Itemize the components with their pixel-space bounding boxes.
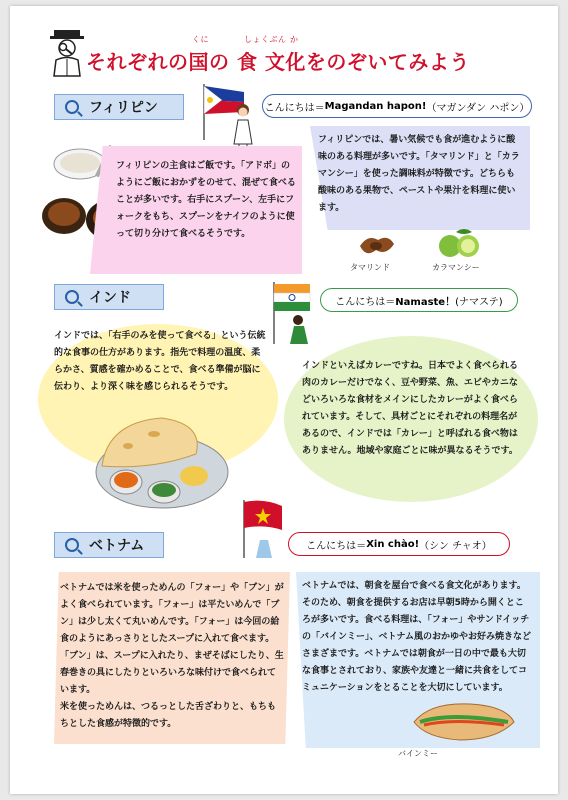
philippines-paragraph-2: フィリピンでは、暑い気候でも食が進むように酸味のある料理が多いです。「タマリンド」と「カラマンシー」を使った調味料が特徴です。どちらも酸味のある果物で、ペーストや果汁を料理に使います。: [318, 135, 520, 213]
worksheet-page: [10, 6, 558, 794]
page-title: それぞれの国の 食 文化をのぞいてみよう くに しょくぶん か: [86, 35, 470, 74]
india-paragraph-1: インドでは、「右手のみを使って食べる」という伝統的な食事の仕方があります。指先で料理の温度、柔らかさ、質感を確かめることで、食べる準備が脳に伝わり、より深く味を感じられるそうです。: [54, 331, 266, 392]
detective-icon: [48, 28, 88, 78]
greeting-bubble-india: こんにちは＝ Namaste！ (ナマステ): [320, 288, 518, 312]
banh-mi-illustration: [410, 698, 518, 746]
caption-tamarind: タマリンド: [350, 263, 390, 272]
magnifier-icon: [65, 538, 79, 552]
magnifier-icon: [65, 100, 79, 114]
calamansi-illustration: [434, 226, 484, 260]
vietnam-paragraph-1b: 米を使っためんは、つるっとした舌ざわりと、もちもちとした食感が特徴的です。: [60, 702, 277, 729]
india-flag-icon: [270, 280, 318, 346]
child-philippines-illustration: [230, 102, 256, 152]
ruby-ka: か: [290, 35, 299, 44]
vietnam-flag-icon: [236, 496, 292, 560]
tab-vietnam: ベトナム: [54, 532, 164, 558]
vietnam-paragraph-2: ベトナムでは、朝食を屋台で食べる食文化があります。そのため、朝食を提供するお店は早朝5時から開くところが多いです。食べる料理は、「フォー」やサンドイッチの「バインミー」、ベトナム風のおかゆやお好み焼きなどさまざまです。ベトナムでは朝食が一日の中で最も大切な食事とされており、家族や友達と一緒に共食をしてコミュニケーションをとることを大切にしています。: [302, 581, 532, 693]
tamarind-illustration: [356, 230, 396, 260]
vietnam-paragraph-1: ベトナムでは米を使っためんの「フォー」や「ブン」がよく食べられています。「フォー」は平たいめんで「ブン」は少し太くて丸いめんです。「フォー」は今回の給食のようにあっさりとしたスープに入れて食べます。「ブン」は、スープに入れたり、まぜそばにしたり、生春巻きの具にしたりといろいろな味付けで食べられています。: [60, 583, 284, 695]
magnifier-icon: [65, 290, 79, 304]
india-paragraph-2: インドといえばカレーですね。日本でよく食べられる肉のカレーだけでなく、豆や野菜、魚、エビやカニなどいろいろな食材をメインにしたカレーがよく食べられています。そして、具材ごとにそれぞれの料理名があるので、インドでは「カレー」と呼ばれる食べ物はありません。地域や家庭ごとに味が異なるそうです。: [302, 361, 519, 456]
tab-india: インド: [54, 284, 164, 310]
ruby-kuni: くに: [192, 35, 209, 44]
caption-calamansi: カラマンシー: [432, 263, 480, 272]
curry-naan-illustration: [82, 410, 232, 514]
greeting-bubble-vietnam: こんにちは＝ Xin chào! （シン チャオ）: [288, 532, 510, 556]
greeting-bubble-philippines: こんにちは＝ Magandan hapon! （マガンダン ハポン）: [262, 94, 532, 118]
philippines-paragraph-1: フィリピンの主食はご飯です。「アドボ」のようにご飯におかずをのせて、混ぜて食べることが多いです。右手にスプーン、左手にフォークをもち、スプーンをナイフのように使って切り分けて食べるそうです。: [116, 161, 296, 239]
caption-banh-mi: バインミー: [398, 749, 438, 758]
tab-philippines: フィリピン: [54, 94, 184, 120]
ruby-shokubun: しょくぶん: [244, 35, 287, 44]
